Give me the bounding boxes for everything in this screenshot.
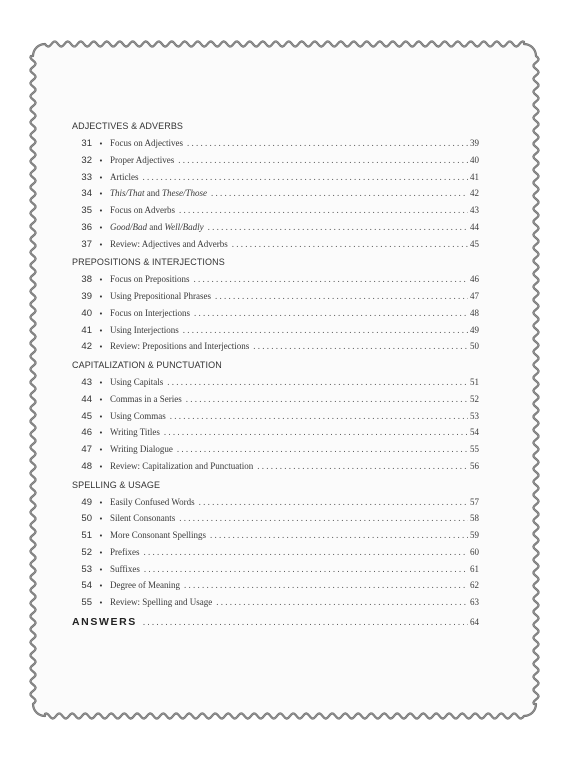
- page-number: 64: [470, 616, 479, 627]
- bullet-icon: •: [98, 223, 104, 232]
- toc-entry[interactable]: [72, 338, 479, 355]
- page-number: 53: [470, 410, 479, 421]
- toc-section: [72, 256, 479, 355]
- lesson-title: Using Interjections: [110, 324, 179, 335]
- lesson-title: Writing Dialogue: [110, 444, 173, 454]
- dot-leader: [144, 544, 469, 561]
- page-number: 49: [470, 324, 479, 335]
- toc-entry[interactable]: [72, 152, 479, 169]
- toc-entry[interactable]: [72, 135, 479, 152]
- lesson-number: 32: [81, 154, 92, 166]
- bullet-icon: •: [98, 326, 104, 335]
- lesson-title-italic-part: Well/Badly: [164, 221, 204, 232]
- lesson-number: 53: [81, 563, 92, 575]
- lesson-number: 41: [81, 324, 92, 336]
- bullet-icon: •: [98, 173, 104, 182]
- toc-entry[interactable]: [72, 577, 479, 594]
- page-number: 51: [470, 377, 479, 387]
- lesson-title: Silent Consonants: [110, 513, 176, 524]
- lesson-number: 34: [81, 188, 92, 200]
- lesson-number: 51: [81, 530, 92, 541]
- bullet-icon: •: [98, 429, 104, 438]
- bullet-icon: •: [98, 190, 104, 199]
- lesson-title: Easily Confused Words: [110, 496, 195, 507]
- page-number: 62: [470, 580, 479, 591]
- page-number: 54: [470, 427, 479, 438]
- lesson-title: Proper Adjectives: [110, 154, 175, 165]
- bullet-icon: •: [98, 599, 104, 607]
- page-number: 59: [470, 530, 479, 540]
- lesson-title: More Consonant Spellings: [110, 530, 206, 540]
- dot-leader: [211, 185, 468, 202]
- lesson-title: Review: Adjectives and Adverbs: [110, 238, 228, 249]
- dot-leader: [215, 288, 468, 305]
- lesson-number: 50: [81, 513, 92, 525]
- bullet-icon: •: [98, 548, 104, 557]
- bullet-icon: •: [98, 565, 104, 574]
- toc-section: [72, 120, 479, 252]
- page-number: 50: [470, 341, 479, 352]
- toc-entry[interactable]: [72, 185, 479, 202]
- lesson-number: 33: [81, 171, 92, 183]
- lesson-title: Using Capitals: [110, 377, 164, 387]
- page-number: 41: [470, 171, 479, 182]
- lesson-number: 42: [81, 341, 92, 353]
- lesson-title: Focus on Prepositions: [110, 274, 190, 285]
- lesson-title-italic-part: These/Those: [162, 188, 208, 199]
- lesson-number: 48: [81, 460, 92, 472]
- toc-entry[interactable]: [72, 424, 479, 441]
- section-heading: ADJECTIVES & ADVERBS: [72, 121, 184, 131]
- toc-entry[interactable]: [72, 219, 479, 236]
- bullet-icon: •: [98, 395, 104, 404]
- lesson-title: [110, 219, 208, 236]
- lesson-title: Suffixes: [110, 563, 140, 574]
- page-number: 48: [470, 307, 479, 318]
- bullet-icon: •: [98, 156, 104, 165]
- toc-entry[interactable]: [72, 544, 479, 561]
- bullet-icon: •: [98, 446, 104, 454]
- toc-entry[interactable]: [72, 288, 479, 305]
- dot-leader: [167, 374, 468, 391]
- toc-entry[interactable]: [72, 374, 479, 391]
- lesson-title-italic-part: This/That: [110, 188, 145, 199]
- lesson-title-part: and: [144, 188, 163, 199]
- dot-leader: [179, 202, 468, 219]
- bullet-icon: •: [98, 207, 104, 215]
- dot-leader: [164, 424, 468, 441]
- toc-entry[interactable]: [72, 510, 479, 527]
- lesson-title: Review: Capitalization and Punctuation: [110, 460, 254, 471]
- lesson-title: Writing Titles: [110, 427, 160, 438]
- page-number: 46: [470, 274, 479, 285]
- lesson-title-part: and: [147, 221, 165, 232]
- bullet-icon: •: [98, 498, 104, 507]
- bullet-icon: •: [98, 343, 104, 352]
- page-number: 61: [470, 563, 479, 574]
- dot-leader: [179, 510, 468, 527]
- page-number: 47: [470, 291, 479, 301]
- bullet-icon: •: [98, 515, 104, 524]
- bullet-icon: •: [98, 309, 104, 318]
- toc-entry[interactable]: [72, 408, 479, 425]
- page-number: 45: [470, 238, 479, 249]
- dot-leader: [143, 613, 468, 631]
- page-number: 42: [470, 188, 479, 199]
- lesson-number: 37: [81, 238, 92, 250]
- lesson-number: 52: [81, 546, 92, 558]
- lesson-number: 43: [81, 377, 92, 388]
- toc-section: [72, 479, 479, 611]
- toc-entry[interactable]: [72, 169, 479, 186]
- toc-section: [72, 359, 479, 475]
- dot-leader: [208, 219, 468, 236]
- lesson-number: 36: [81, 221, 92, 233]
- toc-entry[interactable]: [72, 391, 479, 408]
- bullet-icon: •: [98, 240, 104, 249]
- page-number: 52: [470, 393, 479, 404]
- toc-entry[interactable]: [72, 594, 479, 611]
- lesson-title: Prefixes: [110, 546, 140, 557]
- page-number: 39: [470, 138, 479, 148]
- section-heading: PREPOSITIONS & INTERJECTIONS: [72, 257, 225, 268]
- toc-entry[interactable]: [72, 271, 479, 288]
- dot-leader: [183, 322, 468, 339]
- lesson-title: Review: Spelling and Usage: [110, 597, 213, 607]
- bullet-icon: •: [98, 276, 104, 285]
- lesson-title: Articles: [110, 171, 139, 182]
- toc-entry[interactable]: [72, 441, 479, 458]
- lesson-number: 46: [81, 427, 92, 439]
- dot-leader: [194, 271, 468, 288]
- dot-leader: [184, 577, 468, 594]
- bullet-icon: •: [98, 379, 104, 387]
- dot-leader: [253, 338, 468, 355]
- dot-leader: [210, 527, 468, 544]
- page-number: 44: [470, 221, 479, 232]
- lesson-number: 39: [81, 291, 92, 302]
- page-number: 57: [470, 496, 479, 507]
- page-number: 43: [470, 205, 479, 215]
- dot-leader: [186, 391, 468, 408]
- bullet-icon: •: [98, 140, 104, 148]
- lesson-title: Commas in a Series: [110, 393, 182, 404]
- lesson-title: Degree of Meaning: [110, 580, 180, 591]
- lesson-number: 49: [81, 496, 92, 508]
- toc-entry[interactable]: [72, 494, 479, 511]
- lesson-title-italic-part: Good/Bad: [110, 221, 147, 232]
- toc-entry[interactable]: [72, 322, 479, 339]
- lesson-title: Focus on Interjections: [110, 307, 190, 318]
- lesson-title: [110, 185, 211, 202]
- bullet-icon: •: [98, 293, 104, 301]
- toc-entry[interactable]: [72, 458, 479, 475]
- lesson-number: 44: [81, 393, 92, 405]
- dot-leader: [194, 305, 468, 322]
- dot-leader: [232, 236, 468, 253]
- bullet-icon: •: [98, 412, 104, 421]
- lesson-number: 54: [81, 580, 92, 592]
- section-heading: SPELLING & USAGE: [72, 479, 161, 490]
- bullet-icon: •: [98, 462, 104, 471]
- bullet-icon: •: [98, 582, 104, 591]
- dot-leader: [178, 152, 468, 169]
- page-number: 60: [470, 546, 479, 557]
- page-number: 56: [470, 460, 479, 471]
- dot-leader: [170, 408, 468, 425]
- lesson-number: 31: [81, 138, 92, 149]
- lesson-title: Review: Prepositions and Interjections: [110, 341, 250, 352]
- lesson-number: 55: [81, 597, 92, 608]
- lesson-number: 38: [81, 274, 92, 286]
- lesson-title: Focus on Adverbs: [110, 205, 175, 215]
- table-of-contents: [72, 120, 479, 631]
- answers-entry[interactable]: [72, 613, 479, 631]
- dot-leader: [216, 594, 468, 611]
- lesson-number: 35: [81, 205, 92, 216]
- dot-leader: [143, 169, 469, 186]
- section-heading: CAPITALIZATION & PUNCTUATION: [72, 360, 222, 370]
- dot-leader: [177, 441, 468, 458]
- lesson-title: Using Prepositional Phrases: [110, 291, 211, 301]
- lesson-number: 45: [81, 410, 92, 422]
- toc-entry[interactable]: [72, 305, 479, 322]
- toc-entry[interactable]: [72, 202, 479, 219]
- answers-heading: ANSWERS: [72, 615, 137, 628]
- dot-leader: [257, 458, 468, 475]
- toc-entry[interactable]: [72, 561, 479, 578]
- bullet-icon: •: [98, 532, 104, 540]
- page-number: 55: [470, 444, 479, 454]
- page-number: 58: [470, 513, 479, 524]
- dot-leader: [144, 561, 468, 578]
- dot-leader: [187, 135, 468, 152]
- lesson-number: 47: [81, 444, 92, 455]
- lesson-number: 40: [81, 307, 92, 319]
- toc-entry[interactable]: [72, 527, 479, 544]
- lesson-title: Using Commas: [110, 410, 166, 421]
- page-number: 63: [470, 597, 479, 607]
- lesson-title: Focus on Adjectives: [110, 138, 183, 148]
- toc-entry[interactable]: [72, 236, 479, 253]
- dot-leader: [199, 494, 468, 511]
- page-number: 40: [470, 154, 479, 165]
